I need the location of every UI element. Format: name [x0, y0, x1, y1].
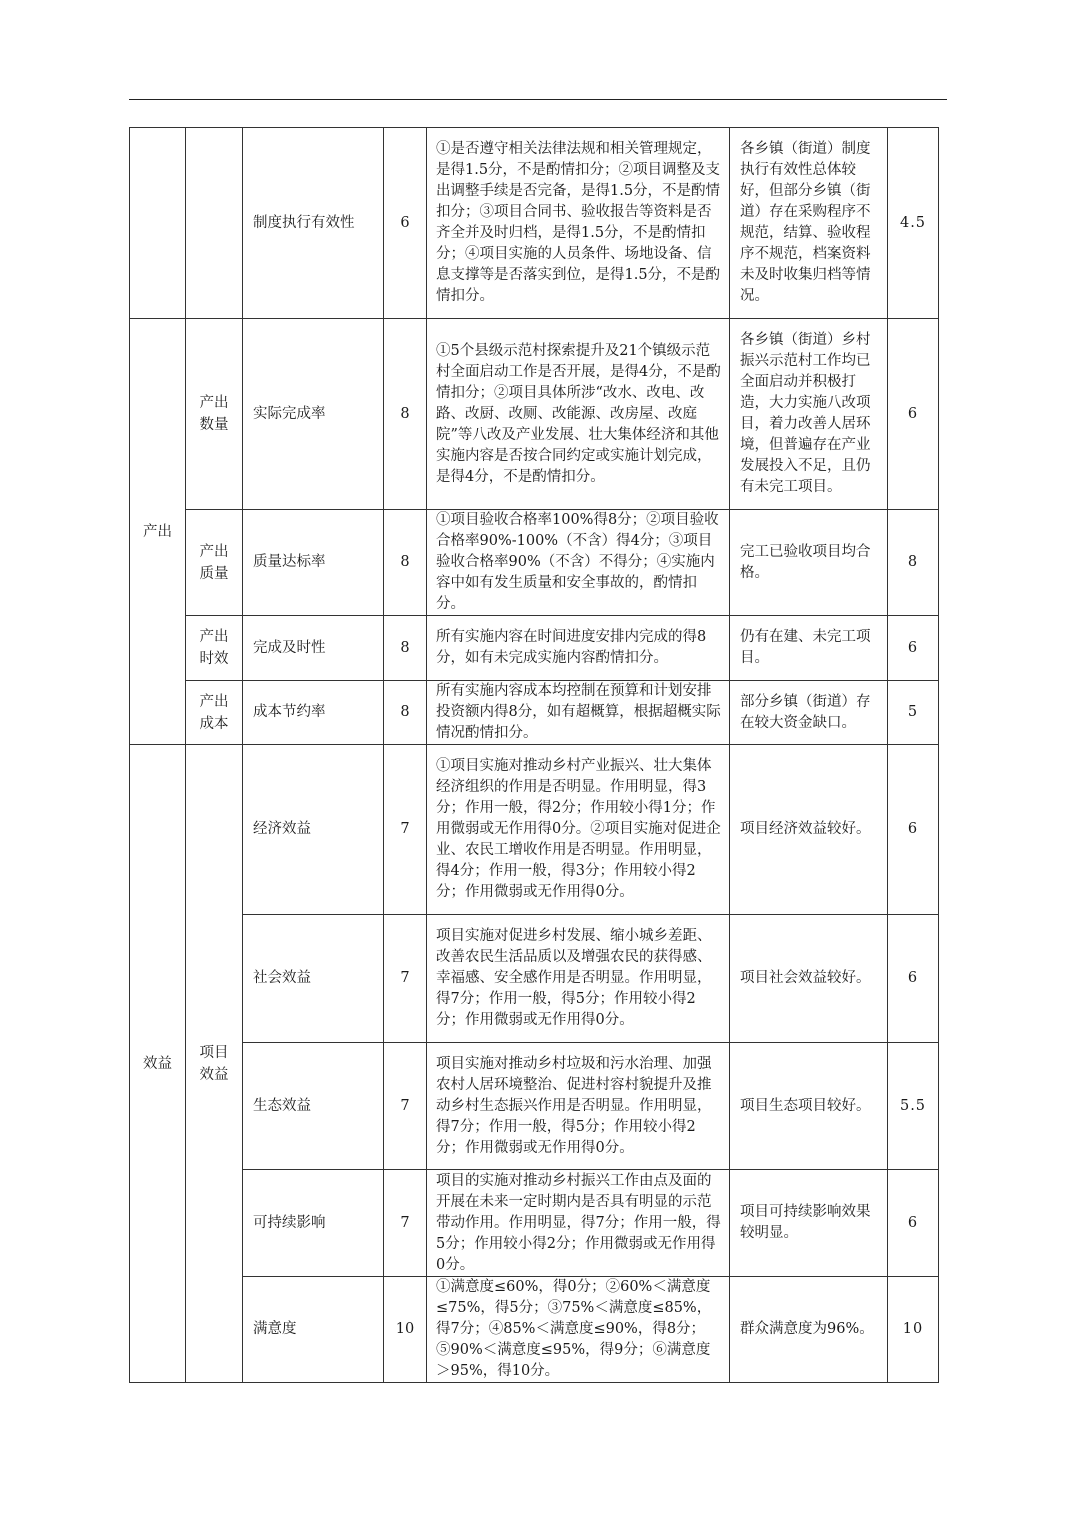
evaluation-cell: 项目经济效益较好。 [730, 745, 888, 915]
level2-cell [186, 745, 243, 1383]
evaluation-cell: 各乡镇（街道）制度执行有效性总体较好，但部分乡镇（街道）存在采购程序不规范，结算、验收程序不规范，档案资料未及时收集归档等情况。 [730, 128, 888, 319]
table-row [130, 616, 939, 681]
level1-label: 产出 [143, 523, 172, 540]
indicator-cell: 成本节约率 [243, 681, 384, 745]
indicator-cell: 质量达标率 [243, 510, 384, 616]
indicator-cell: 完成及时性 [243, 616, 384, 681]
level2-label: 产出质量 [199, 543, 229, 582]
criteria-cell: ①项目验收合格率100%得8分；②项目验收合格率90%-100%（不含）得4分；③项目验收合格率90%（不含）不得分；④实施内容中如有发生质量和安全事故的，酌情扣分。 [427, 510, 730, 616]
score-cell: 10 [888, 1277, 939, 1383]
level2-cell [186, 681, 243, 745]
weight-cell: 7 [384, 1043, 427, 1170]
indicator-cell: 可持续影响 [243, 1170, 384, 1277]
score-cell: 6 [888, 616, 939, 681]
level1-cell [130, 745, 186, 1383]
header-rule [129, 99, 947, 100]
evaluation-cell: 项目可持续影响效果较明显。 [730, 1170, 888, 1277]
level2-label: 产出时效 [199, 629, 229, 667]
criteria-cell: 所有实施内容在时间进度安排内完成的得8分，如有未完成实施内容酌情扣分。 [427, 616, 730, 681]
level1-label: 效益 [143, 1055, 172, 1072]
criteria-cell: 所有实施内容成本均控制在预算和计划安排投资额内得8分，如有超概算，根据超概实际情况酌情扣分。 [427, 681, 730, 745]
indicator-cell: 满意度 [243, 1277, 384, 1383]
indicator-cell: 实际完成率 [243, 319, 384, 510]
level2-label: 项目效益 [199, 1044, 229, 1083]
criteria-cell: 项目的实施对推动乡村振兴工作由点及面的开展在未来一定时期内是否具有明显的示范带动作用。作用明显，得7分；作用一般，得5分；作用较小得2分；作用微弱或无作用得0分。 [427, 1170, 730, 1277]
level1-cell [130, 319, 186, 745]
evaluation-cell: 部分乡镇（街道）存在较大资金缺口。 [730, 681, 888, 745]
score-cell: 5.5 [888, 1043, 939, 1170]
criteria-cell: 项目实施对促进乡村发展、缩小城乡差距、改善农民生活品质以及增强农民的获得感、幸福感、安全感作用是否明显。作用明显，得7分；作用一般，得5分；作用较小得2分；作用微弱或无作用得0分。 [427, 915, 730, 1043]
level1-cell-empty [130, 128, 186, 319]
level2-cell-empty [186, 128, 243, 319]
score-cell: 6 [888, 745, 939, 915]
evaluation-cell: 仍有在建、未完工项目。 [730, 616, 888, 681]
criteria-cell: 项目实施对推动乡村垃圾和污水治理、加强农村人居环境整治、促进村容村貌提升及推动乡村生态振兴作用是否明显。作用明显，得7分；作用一般，得5分；作用较小得2分；作用微弱或无作用得0分。 [427, 1043, 730, 1170]
evaluation-cell: 各乡镇（街道）乡村振兴示范村工作均已全面启动并积极打造，大力实施八改项目，着力改善人居环境，但普遍存在产业发展投入不足，且仍有未完工项目。 [730, 319, 888, 510]
indicator-cell: 制度执行有效性 [243, 128, 384, 319]
weight-cell: 8 [384, 681, 427, 745]
evaluation-cell: 群众满意度为96%。 [730, 1277, 888, 1383]
weight-cell: 10 [384, 1277, 427, 1383]
indicator-cell: 生态效益 [243, 1043, 384, 1170]
criteria-cell: ①是否遵守相关法律法规和相关管理规定，是得1.5分，不是酌情扣分；②项目调整及支出调整手续是否完备，是得1.5分，不是酌情扣分；③项目合同书、验收报告等资料是否齐全并及时归档，是得1.5分，不是酌情扣分；④项目实施的人员条件、场地设备、信息支撑等是否落实到位，是得1.5分，不是酌情扣分。 [427, 128, 730, 319]
score-cell: 4.5 [888, 128, 939, 319]
table-row [130, 915, 939, 1043]
score-cell: 6 [888, 319, 939, 510]
table-row [130, 1043, 939, 1170]
evaluation-table [129, 127, 939, 1383]
evaluation-cell: 完工已验收项目均合格。 [730, 510, 888, 616]
table-row [130, 510, 939, 616]
evaluation-cell: 项目生态项目较好。 [730, 1043, 888, 1170]
table-row [130, 681, 939, 745]
weight-cell: 7 [384, 745, 427, 915]
table-row [130, 128, 939, 319]
table-row [130, 319, 939, 510]
indicator-cell: 社会效益 [243, 915, 384, 1043]
criteria-cell: ①项目实施对推动乡村产业振兴、壮大集体经济组织的作用是否明显。作用明显，得3分；作用一般，得2分；作用较小得1分；作用微弱或无作用得0分。②项目实施对促进企业、农民工增收作用是否明显。作用明显，得4分；作用一般，得3分；作用较小得2分；作用微弱或无作用得0分。 [427, 745, 730, 915]
criteria-cell: ①满意度≤60%，得0分；②60%＜满意度≤75%，得5分；③75%＜满意度≤85%，得7分；④85%＜满意度≤90%，得8分；⑤90%＜满意度≤95%，得9分；⑥满意度＞95%，得10分。 [427, 1277, 730, 1383]
weight-cell: 8 [384, 319, 427, 510]
level2-label: 产出数量 [199, 395, 229, 433]
weight-cell: 7 [384, 1170, 427, 1277]
level2-label: 产出成本 [199, 693, 229, 732]
score-cell: 6 [888, 915, 939, 1043]
criteria-cell: ①5个县级示范村探索提升及21个镇级示范村全面启动工作是否开展，是得4分，不是酌情扣分；②项目具体所涉“改水、改电、改路、改厨、改厕、改能源、改房屋、改庭院”等八改及产业发展、壮大集体经济和其他实施内容是否按合同约定或实施计划完成，是得4分，不是酌情扣分。 [427, 319, 730, 510]
table-row [130, 1170, 939, 1277]
level2-cell [186, 510, 243, 616]
weight-cell: 7 [384, 915, 427, 1043]
score-cell: 6 [888, 1170, 939, 1277]
evaluation-cell: 项目社会效益较好。 [730, 915, 888, 1043]
weight-cell: 6 [384, 128, 427, 319]
table-row [130, 1277, 939, 1383]
level2-cell [186, 319, 243, 510]
table-row [130, 745, 939, 915]
weight-cell: 8 [384, 616, 427, 681]
score-cell: 5 [888, 681, 939, 745]
indicator-cell: 经济效益 [243, 745, 384, 915]
score-cell: 8 [888, 510, 939, 616]
level2-cell [186, 616, 243, 681]
weight-cell: 8 [384, 510, 427, 616]
